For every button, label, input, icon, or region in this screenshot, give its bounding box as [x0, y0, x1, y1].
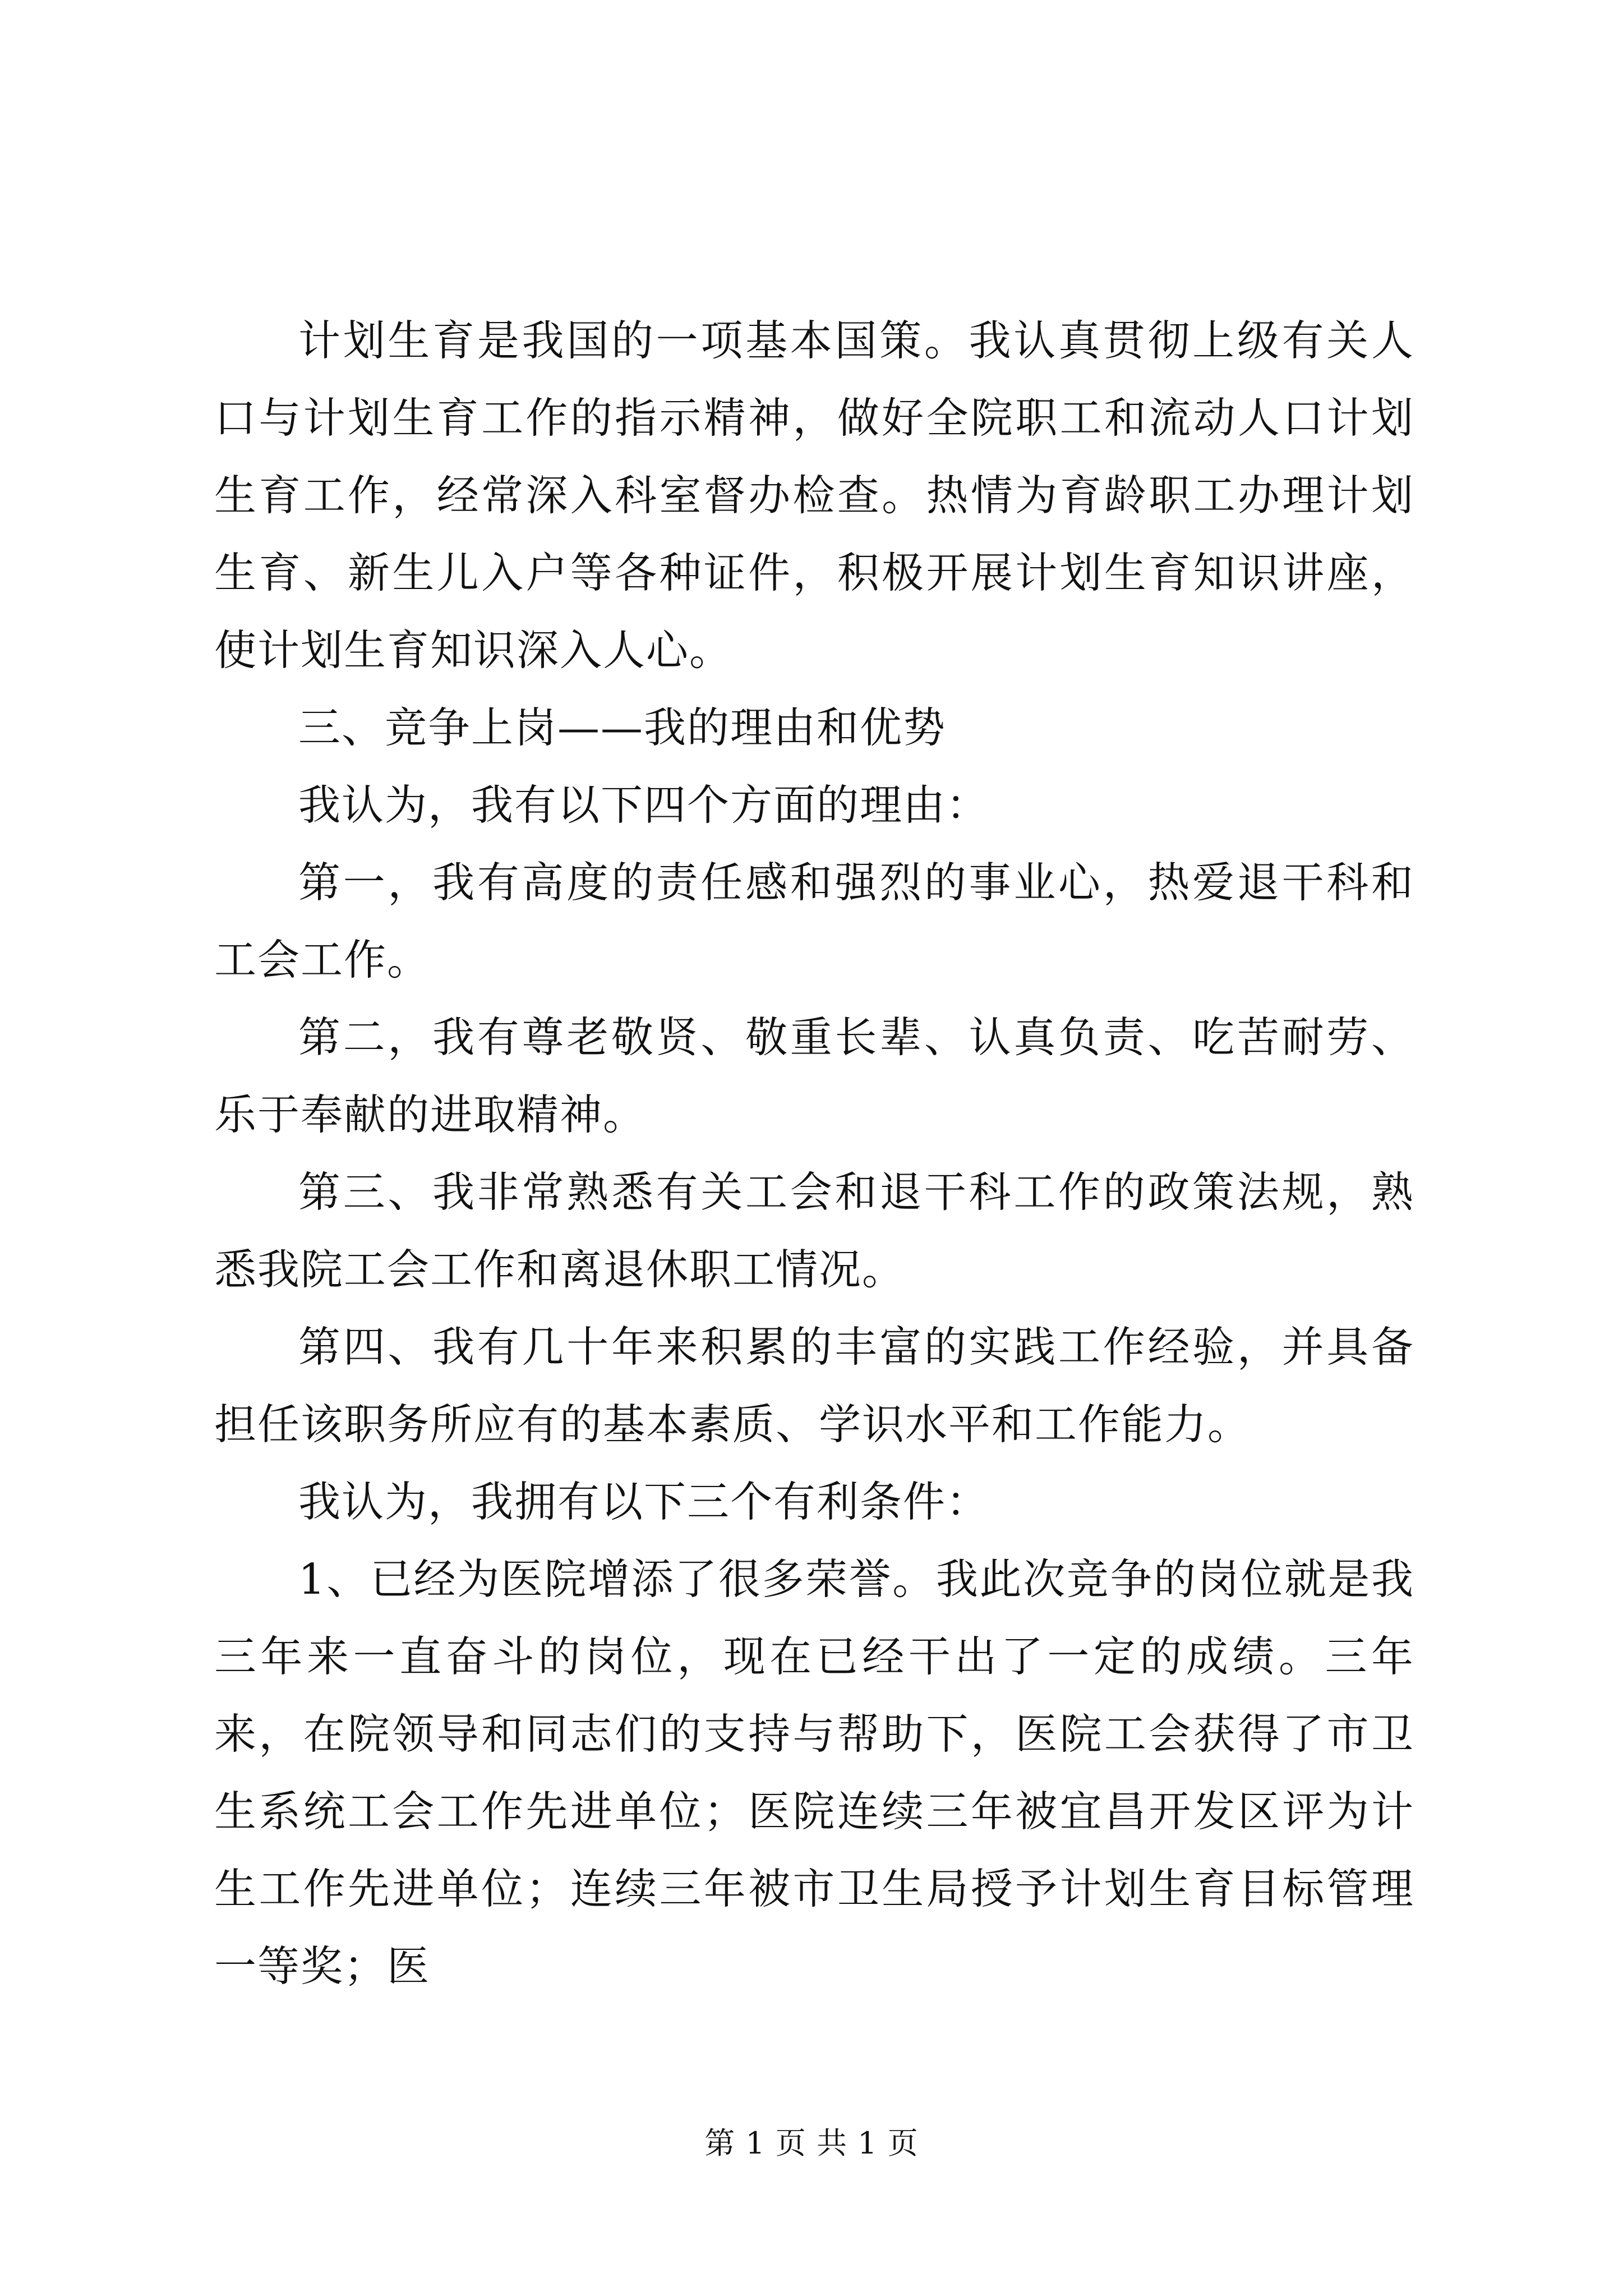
paragraph-conditions-intro: 我认为，我拥有以下三个有利条件：	[298, 1477, 990, 1526]
section-heading-competition: 三、竞争上岗——我的理由和优势	[298, 703, 947, 752]
paragraph-family-planning: 计划生育是我国的一项基本国策。我认真贯彻上级有关人口与计划生育工作的指示精神，做好全院职工和流动人口计划生育工作，经常深入科室督办检查。热情为育龄职工办理计划生育、新生儿入户等各种证件，积极开展计划生育知识讲座，使计划生育知识深入人心。	[214, 316, 1414, 675]
paragraph-reasons-intro: 我认为，我有以下四个方面的理由：	[298, 780, 990, 830]
page-footer: 第 1 页 共 1 页	[704, 2125, 919, 2161]
paragraph-reason-3: 第三、我非常熟悉有关工会和退干科工作的政策法规，熟悉我院工会工作和离退休职工情况。	[214, 1167, 1414, 1294]
paragraph-reason-1: 第一，我有高度的责任感和强烈的事业心，热爱退干科和工会工作。	[214, 858, 1414, 984]
paragraph-reason-4: 第四、我有几十年来积累的丰富的实践工作经验，并具备担任该职务所应有的基本素质、学识水平和工作能力。	[214, 1322, 1414, 1449]
paragraph-condition-1: 1、已经为医院增添了很多荣誉。我此次竞争的岗位就是我三年来一直奋斗的岗位，现在已经干出了一定的成绩。三年来，在院领导和同志们的支持与帮助下，医院工会获得了市卫生系统工会工作先进单位；医院连续三年被宜昌开发区评为计生工作先进单位；连续三年被市卫生局授予计划生育目标管理一等奖；医	[214, 1554, 1414, 1991]
document-body	[214, 302, 1414, 2005]
paragraph-reason-2: 第二，我有尊老敬贤、敬重长辈、认真负责、吃苦耐劳、乐于奉献的进取精神。	[214, 1013, 1414, 1139]
